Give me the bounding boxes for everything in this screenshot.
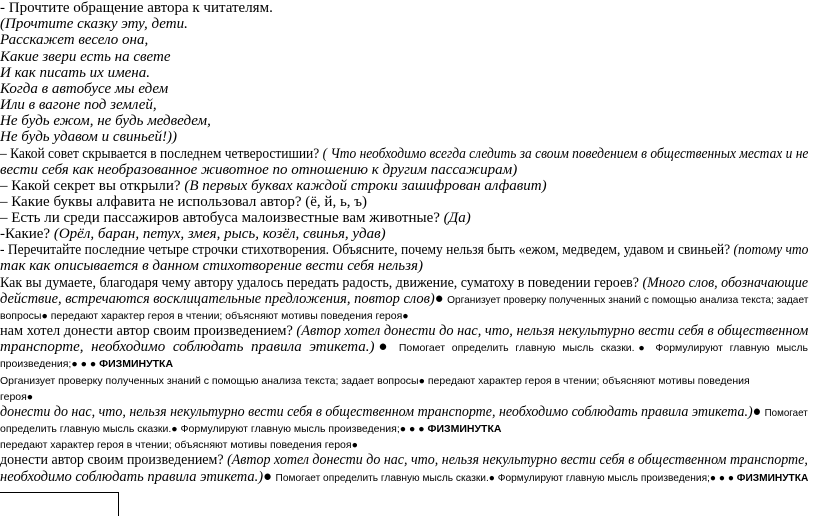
fizminutka-label: ФИЗМИНУТКА bbox=[99, 358, 174, 370]
table-cell-fragment bbox=[0, 492, 119, 516]
bullet-run: ● bbox=[263, 469, 276, 485]
text-run: Когда в автобусе мы едем bbox=[0, 81, 169, 97]
answer-run: (потому что bbox=[733, 242, 809, 258]
note-line bbox=[0, 372, 750, 389]
poem-line bbox=[0, 129, 177, 145]
poem-line bbox=[0, 113, 211, 129]
question-line bbox=[0, 323, 809, 339]
question-line bbox=[0, 452, 808, 468]
answer-run: донести до нас, что, нельзя некультурно вести себя в общественном транспорте, необходимо соблюдать правила этикета.) bbox=[0, 404, 753, 420]
text-run: -Какие? bbox=[0, 226, 54, 242]
poem-line bbox=[0, 81, 168, 97]
note-run: Помогает определить главную мысль сказки.● Формулируют главную мысль произведения;● ● ● bbox=[275, 472, 737, 484]
text-run: Как вы думаете, благодаря чему автору удалось передать радость, движение, суматоху в поведении героев? bbox=[0, 275, 643, 291]
bullet-run: ● bbox=[434, 291, 448, 307]
text-run: нам хотел донести автор своим произведением? bbox=[0, 323, 297, 339]
answer-line bbox=[0, 469, 808, 486]
note-run: вопросы● передают характер героя в чтении; объясняют мотивы поведения героя● bbox=[0, 310, 409, 322]
text-run: - Прочтите обращение автора к читателям. bbox=[0, 0, 273, 16]
text-run: Расскажет весело она, bbox=[0, 32, 149, 48]
answer-run: ( Что необходимо всегда следить за своим поведением в общественных местах и не bbox=[322, 146, 809, 162]
poem-line bbox=[0, 32, 148, 48]
fizminutka-label: ФИЗМИНУТКА bbox=[427, 423, 502, 435]
note-run: героя● bbox=[0, 391, 34, 403]
poem-line bbox=[0, 65, 150, 81]
answer-run: (Много слов, обозначающие bbox=[642, 275, 809, 291]
note-run: Организует проверку полученных знаний с помощью анализа текста; задает вопросы● передают характер героя в чтении; объясняют мотивы поведения bbox=[0, 375, 750, 387]
answer-line bbox=[0, 339, 808, 356]
answer-run: (Автор хотел донести до нас, что, нельзя некультурно вести себя в общественном bbox=[296, 323, 809, 339]
note-line bbox=[0, 355, 173, 372]
answer-run: (Орёл, баран, петух, змея, рысь, козёл, свинья, удав) bbox=[53, 226, 386, 242]
note-run: произведения;● ● ● bbox=[0, 358, 100, 370]
note-line bbox=[0, 436, 358, 453]
poem-line bbox=[0, 49, 171, 65]
question-line bbox=[0, 275, 808, 291]
note-line bbox=[0, 420, 501, 437]
answer-line bbox=[0, 258, 423, 274]
question-line bbox=[0, 242, 808, 258]
bullet-run: ● bbox=[752, 404, 765, 420]
poem-line bbox=[0, 97, 157, 113]
answer-run: транспорте, необходимо соблюдать правила этикета.) bbox=[0, 339, 375, 355]
text-run: (Прочтите сказку эту, дети. bbox=[0, 16, 188, 32]
note-line bbox=[0, 388, 33, 405]
text-run: так как описывается в данном стихотворение вести себя нельзя) bbox=[0, 258, 423, 274]
bullet-run: ● bbox=[374, 339, 399, 355]
poem-line bbox=[0, 16, 188, 32]
note-run: передают характер героя в чтении; объясняют мотивы поведения героя● bbox=[0, 439, 358, 451]
note-run: Организует проверку полученных знаний с помощью анализа текста; задает bbox=[447, 294, 809, 306]
question-line bbox=[0, 146, 808, 162]
text-run: – Какие буквы алфавита не использовал автор? (ё, й, ь, ъ) bbox=[0, 194, 368, 210]
note-run: определить главную мысль сказки.● Формулируют главную мысль произведения;● ● ● bbox=[0, 423, 428, 435]
question-line bbox=[0, 226, 386, 242]
text-run: Не будь удавом и свиньей!)) bbox=[0, 129, 177, 145]
note-run: Помогает определить главную мысль сказки.● Формулируют главную мысль bbox=[398, 342, 809, 354]
answer-run: (В первых буквах каждой строки зашифрован алфавит) bbox=[184, 178, 547, 194]
answer-line bbox=[0, 404, 808, 421]
question-line bbox=[0, 194, 367, 210]
answer-run: необходимо соблюдать правила этикета.) bbox=[0, 469, 264, 485]
answer-line bbox=[0, 291, 808, 308]
text-run: – Есть ли среди пассажиров автобуса малоизвестные вам животные? bbox=[0, 210, 444, 226]
fizminutka-label: ФИЗМИНУТКА bbox=[736, 472, 809, 484]
text-run: Какие звери есть на свете bbox=[0, 49, 171, 65]
text-run: И как писать их имена. bbox=[0, 65, 150, 81]
text-run: вести себя как необразованное животное по отношению к другим пассажирам) bbox=[0, 162, 518, 178]
text-run: Не будь ежом, не будь медведем, bbox=[0, 113, 211, 129]
answer-run: действие, встречаются восклицательные предложения, повтор слов) bbox=[0, 291, 435, 307]
answer-line bbox=[0, 162, 517, 178]
question-line bbox=[0, 210, 471, 226]
text-run: – Какой секрет вы открыли? bbox=[0, 178, 185, 194]
answer-run: (Да) bbox=[443, 210, 471, 226]
question-line bbox=[0, 178, 547, 194]
text-run: Или в вагоне под землей, bbox=[0, 97, 157, 113]
text-run: – Какой совет скрывается в последнем четверостишии? bbox=[0, 146, 323, 162]
text-run: - Перечитайте последние четыре строчки стихотворения. Объясните, почему нельзя быть «ежом, медведем, удавом и свиньей? bbox=[0, 242, 734, 258]
answer-run: (Автор хотел донести до нас, что, нельзя некультурно вести себя в общественном транспорте, bbox=[227, 452, 808, 468]
note-line bbox=[0, 307, 409, 324]
note-run: Помогает bbox=[764, 407, 808, 419]
text-line bbox=[0, 0, 273, 16]
text-run: донести автор своим произведением? bbox=[0, 452, 228, 468]
